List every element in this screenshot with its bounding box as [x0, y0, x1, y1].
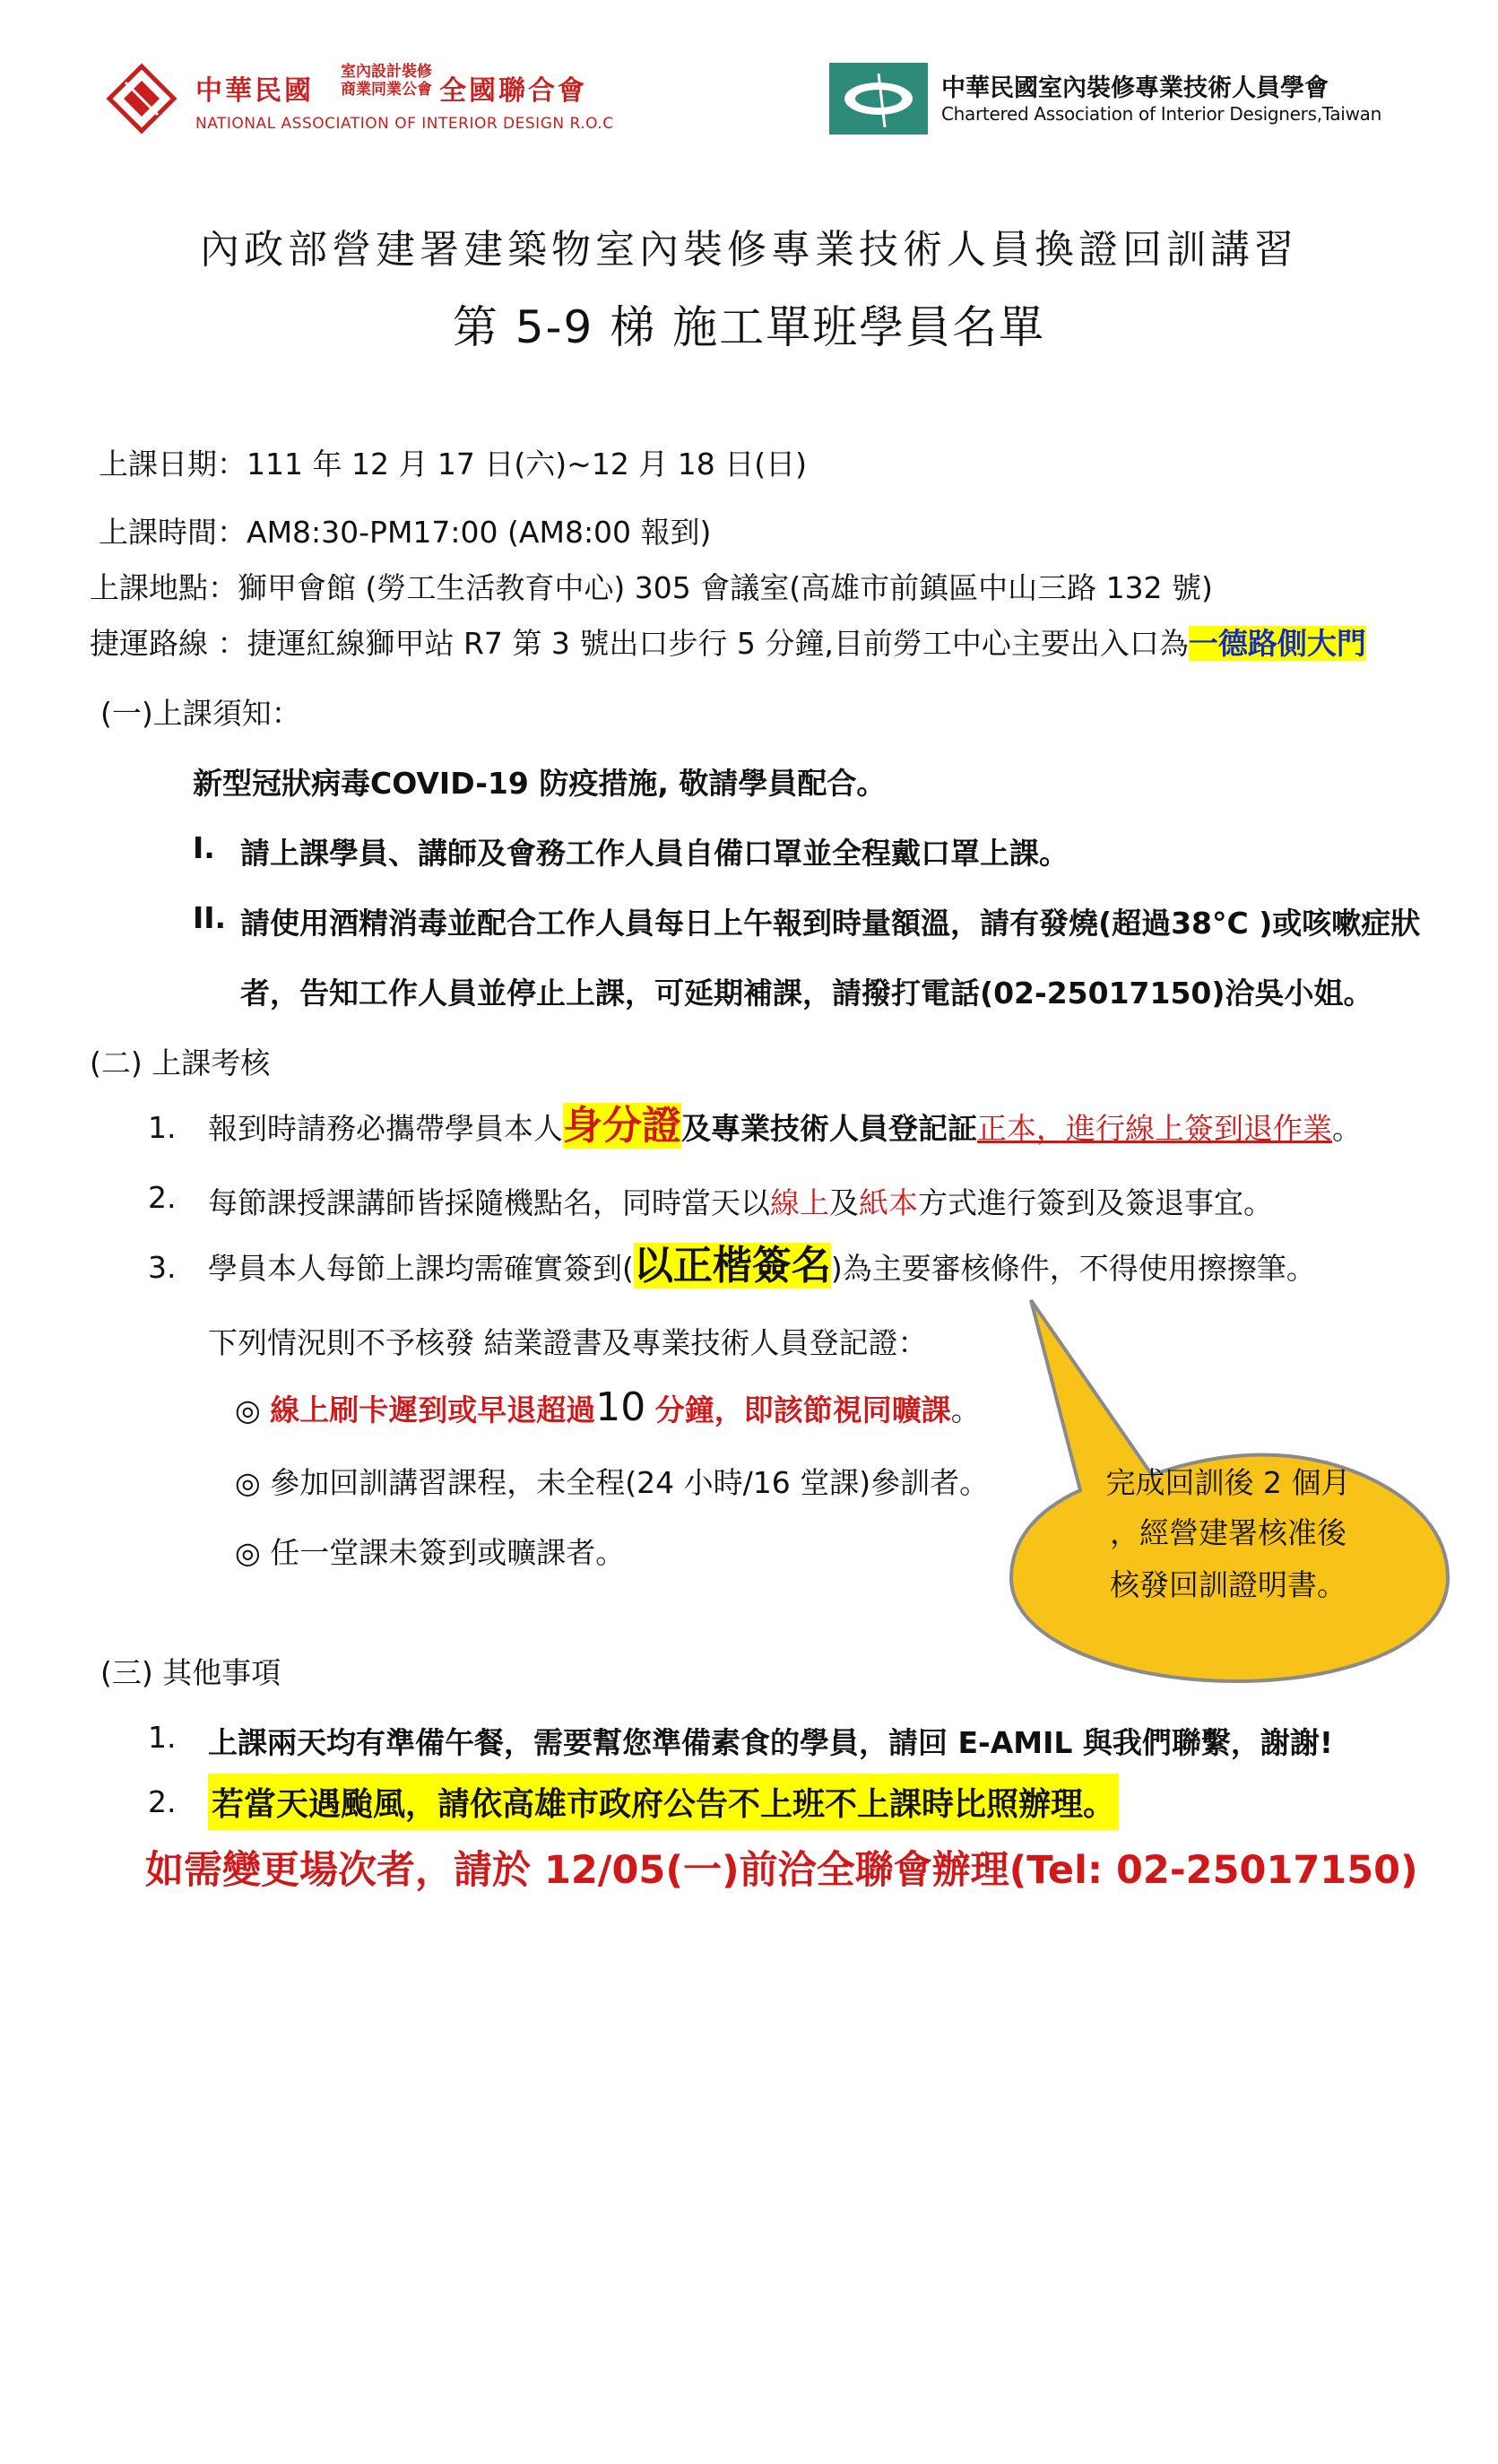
- section1-item2-line1: 請使用酒精消毒並配合工作人員每日上午報到時量額溫，請有發燒(超過38°C )或咳嗽症狀: [240, 906, 1421, 941]
- left-org-name-en: NATIONAL ASSOCIATION OF INTERIOR DESIGN R.O.C: [195, 115, 614, 133]
- left-org-name-small: 室內設計裝修 商業同業公會: [341, 63, 432, 99]
- section1-intro: 新型冠狀病毒COVID-19 防疫措施, 敬請學員配合。: [193, 766, 887, 801]
- section2-item1: 報到時請務必攜帶學員本人身分證及專業技術人員登記証正本，進行線上簽到退作業。: [208, 1103, 1362, 1149]
- section2-item2: 每節課授課講師皆採隨機點名，同時當天以線上及紙本方式進行簽到及簽退事宜。: [208, 1185, 1273, 1220]
- signature-highlight: 以正楷簽名: [633, 1243, 831, 1288]
- mrt-route: [90, 620, 1366, 663]
- right-org-name-en: Chartered Association of Interior Designers,Taiwan: [941, 103, 1381, 125]
- left-org-logo: [106, 63, 178, 134]
- section1-item1-num: I.: [193, 830, 215, 865]
- mrt-route-text: 捷運路線 ：捷運紅線獅甲站 R7 第 3 號出口步行 5 分鐘,目前勞工中心主要出入口為: [90, 626, 1189, 661]
- section2-sub2: ◎ 參加回訓講習課程，未全程(24 小時/16 堂課)參訓者。: [235, 1465, 990, 1500]
- section3-item1: 上課兩天均有準備午餐，需要幫您準備素食的學員，請回 E-AMIL 與我們聯繫，謝謝!: [208, 1725, 1333, 1760]
- right-org-logo: [829, 63, 928, 134]
- callout-line3: 核發回訓證明書。: [1110, 1567, 1346, 1602]
- section3-item2-num: 2.: [148, 1784, 177, 1819]
- change-session-notice: 如需變更場次者，請於 12/05(一)前洽全聯會辦理(Tel: 02-25017150): [145, 1848, 1418, 1893]
- section1-heading: (一)上課須知：: [100, 696, 301, 731]
- section3-item1-num: 1.: [148, 1720, 177, 1755]
- section2-item3: 學員本人每節上課均需確實簽到(以正楷簽名)為主要審核條件，不得使用擦擦筆。: [208, 1243, 1316, 1288]
- mrt-entrance-highlight: 一德路側大門: [1188, 626, 1366, 661]
- section2-sub3: ◎ 任一堂課未簽到或曠課者。: [235, 1535, 626, 1570]
- section3-item2: 若當天遇颱風，請依高雄市政府公告不上班不上課時比照辦理。: [208, 1774, 1119, 1830]
- course-time: 上課時間：AM8:30-PM17:00 (AM8:00 報到): [99, 515, 712, 550]
- section3-heading: (三) 其他事項: [100, 1655, 281, 1690]
- section1-item2-line2: 者，告知工作人員並停止上課，可延期補課，請撥打電話(02-25017150)洽吳小姐。: [240, 976, 1373, 1011]
- section1-item2-num: II.: [193, 900, 227, 935]
- section2-item3-num: 3.: [148, 1250, 177, 1285]
- id-card-highlight: 身分證: [563, 1103, 681, 1149]
- section2-sub-intro: 下列情況則不予核發 結業證書及專業技術人員登記證：: [208, 1325, 928, 1360]
- document-subtitle: 第 5-9 梯 施工單班學員名單: [452, 301, 1046, 353]
- section2-item2-num: 2.: [148, 1180, 177, 1215]
- left-org-name-cn: 中華民國: [195, 75, 314, 107]
- callout-line2: ，經營建署核准後: [1110, 1515, 1346, 1550]
- right-org-name-cn: 中華民國室內裝修專業技術人員學會: [941, 74, 1329, 102]
- document-title: 內政部營建署建築物室內裝修專業技術人員換證回訓講習: [200, 227, 1298, 273]
- course-date: 上課日期：111 年 12 月 17 日(六)~12 月 18 日(日): [99, 447, 808, 482]
- course-location: 上課地點：獅甲會館 (勞工生活教育中心) 305 會議室(高雄市前鎮區中山三路 132 號): [90, 570, 1213, 605]
- section1-item1: 請上課學員、講師及會務工作人員自備口罩並全程戴口罩上課。: [240, 836, 1069, 871]
- left-org-name-tail: 全國聯合會: [439, 75, 587, 107]
- section2-sub1: ◎ 線上刷卡遲到或早退超過10 分鐘，即該節視同曠課。: [235, 1384, 981, 1430]
- section2-item1-num: 1.: [148, 1110, 177, 1145]
- callout-line1: 完成回訓後 2 個月: [1105, 1465, 1351, 1500]
- section2-heading: (二) 上課考核: [90, 1045, 271, 1080]
